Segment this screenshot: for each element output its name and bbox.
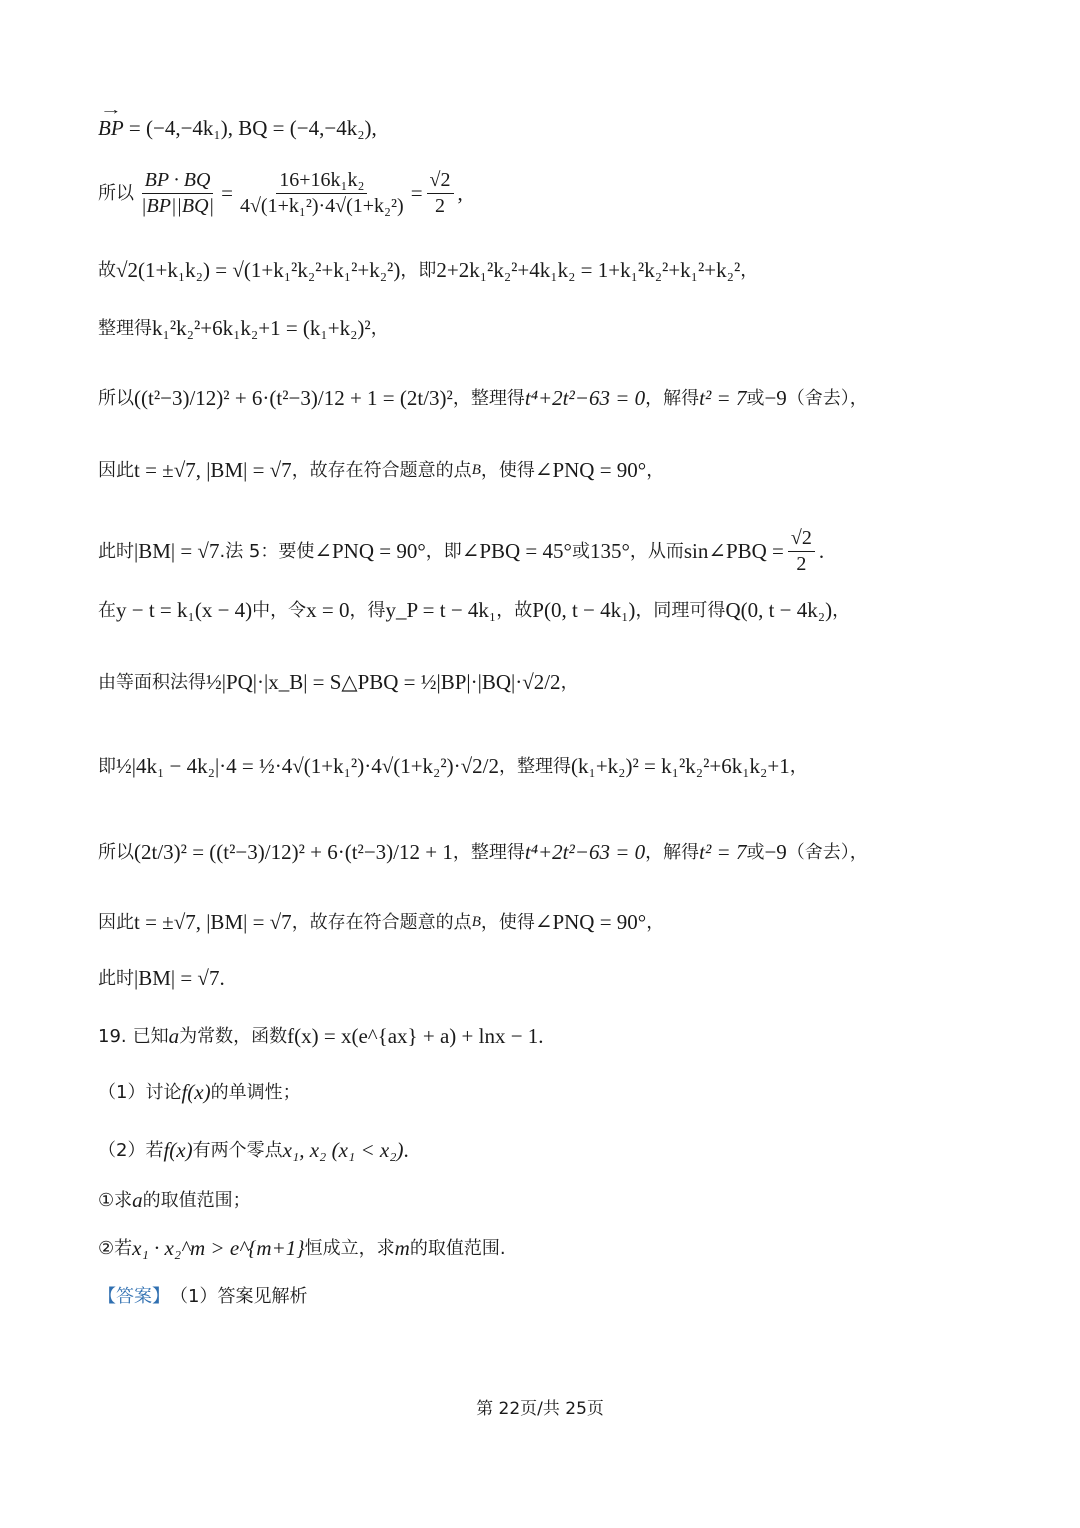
- question-19-sub1: ①求 a 的取值范围；: [98, 1188, 251, 1212]
- question-19-title: 19. 已知 a 为常数，函数 f(x) = x(e^{ax} + a) + lnx − 1 .: [98, 1024, 544, 1048]
- eq-vectors-bp-bq: → BP = (−4,−4k₁), BQ = (−4,−4k₂),: [98, 118, 1040, 139]
- answer-text: （1）答案见解析: [170, 1286, 308, 1307]
- answer-tag: 【答案】: [98, 1286, 170, 1307]
- eq-line4: 整理得 k₁²k₂²+6k₁k₂+1 = (k₁+k₂)² ，: [98, 316, 389, 340]
- vectors-values: (−4,−4k₁), BQ = (−4,−4k₂),: [146, 116, 377, 140]
- frac-rhs: $\frac{√2}{2}$: [427, 168, 454, 219]
- eq-line12: 因此 t = ±√7, |BM| = √7 ，故存在符合题意的点 B ，使得 ∠PNQ = 90° ，: [98, 910, 665, 934]
- frac-sqrt2-over-2: $\frac{√2}{2}$: [788, 526, 815, 577]
- eq-line7: 此时 |BM| = √7 .法 5：要使 ∠PNQ = 90° ，即 ∠PBQ = 45° 或 135° ，从而 sin∠PBQ = $\frac{√2}{2}$ .: [98, 527, 825, 575]
- eq-line13: 此时 |BM| = √7 .: [98, 966, 225, 990]
- eq-line10: 即 ½|4k₁ − 4k₂|·4 = ½·4√(1+k₁²)·4√(1+k₂²)·√2/2 ，整理得 (k₁+k₂)² = k₁²k₂²+6k₁k₂+1 ，: [98, 754, 808, 778]
- question-19-part1: （1）讨论 f(x) 的单调性；: [98, 1080, 301, 1104]
- eq-line5: 所以 ((t²−3)/12)² + 6·(t²−3)/12 + 1 = (2t/3)² ，整理得 t⁴+2t²−63 = 0 ，解得 t² = 7 或 −9 （舍去），: [98, 386, 868, 410]
- question-19-part2: （2）若 f(x) 有两个零点 x₁, x₂ (x₁ < x₂) .: [98, 1138, 409, 1162]
- vector-bp: → BP: [98, 118, 124, 139]
- eq-line11: 所以 (2t/3)² = ((t²−3)/12)² + 6·(t²−3)/12 + 1 ，整理得 t⁴+2t²−63 = 0 ，解得 t² = 7 或 −9 （舍去），: [98, 840, 868, 864]
- frac-mid: $\frac{\text{16+16k₁k₂}}{\text{4√(1+k₁²)·4√(1+k₂²)}}$: [239, 169, 404, 217]
- question-19-sub2: ②若 x₁ · x₂^m > e^{m+1} 恒成立，求 m 的取值范围.: [98, 1236, 506, 1260]
- page-footer: 第 22页/共 25页: [476, 1399, 604, 1419]
- eq-cosine: 所以 $\frac{BP \cdot BQ}{|BP||BQ|}$ = $\frac{\text{16+16k₁k₂}}{\text{4√(1+k₁²)·4√(1+k₂²)}}$ = $\frac{√2}{2}$ ,: [98, 169, 463, 217]
- frac-lhs: $\frac{BP \cdot BQ}{|BP||BQ|}$: [141, 169, 215, 217]
- answer-line: [98, 1288, 1040, 1306]
- text-prefix: 所以: [98, 182, 134, 204]
- eq-line6: 因此 t = ±√7, |BM| = √7 ，故存在符合题意的点 B ，使得 ∠PNQ = 90° ，: [98, 458, 665, 482]
- eq-line9: 由等面积法得 ½|PQ|·|x_B| = S△PBQ = ½|BP|·|BQ|·√2/2 ，: [98, 670, 579, 694]
- eq-line8: 在 y − t = k₁(x − 4) 中，令 x = 0 ，得 y_P = t − 4k₁ ，故 P(0, t − 4k₁) ，同理可得 Q(0, t − 4k₂) ，: [98, 598, 851, 622]
- eq-line3: 故 √2(1+k₁k₂) = √(1+k₁²k₂²+k₁²+k₂²) ，即 2+2k₁²k₂²+4k₁k₂ = 1+k₁²k₂²+k₁²+k₂² ，: [98, 258, 759, 282]
